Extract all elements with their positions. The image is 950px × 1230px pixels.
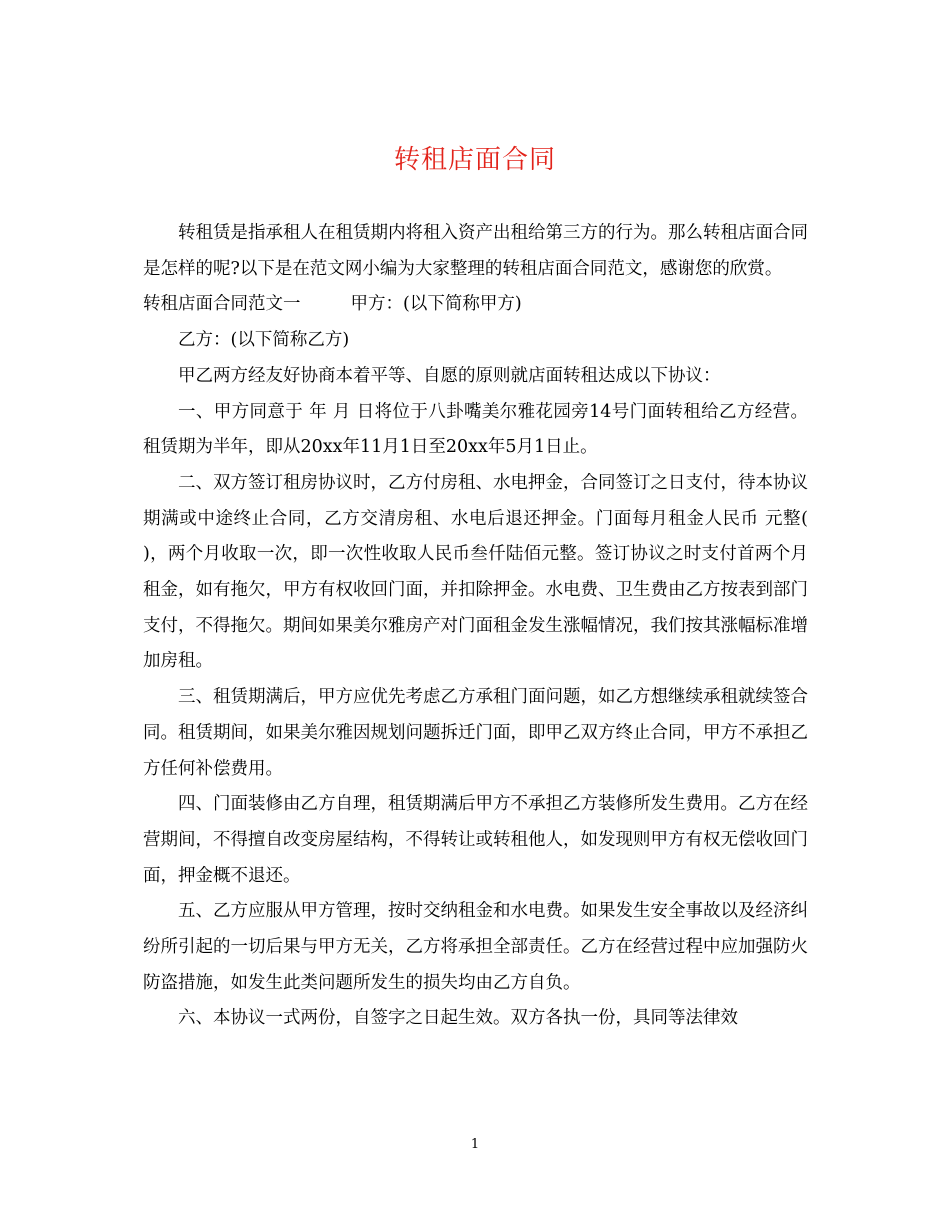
party-a-line: 甲方：(以下简称甲方) (350, 294, 522, 315)
preamble-paragraph: 甲乙两方经友好协商本着平等、自愿的原则就店面转租达成以下协议： (178, 365, 721, 386)
clause-4: 四、门面装修由乙方自理，租赁期满后甲方不承担乙方装修所发生费用。乙方在经营期间，不得擅自改变房屋结构，不得转让或转租他人，如发现则甲方有权无偿收回门面，押金概不退还。 (143, 794, 808, 886)
intro-paragraph: 转租赁是指承租人在租赁期内将租入资产出租给第三方的行为。那么转租店面合同是怎样的呢?以下是在范文网小编为大家整理的转租店面合同范文，感谢您的欣赏。 (143, 223, 808, 279)
sample-heading: 转租店面合同范文一 (143, 294, 301, 315)
document-title: 转租店面合同 (393, 145, 556, 175)
clause-3: 三、租赁期满后，甲方应优先考虑乙方承租门面问题，如乙方想继续承租就续签合同。租赁期间，如果美尔雅因规划问题拆迁门面，即甲乙双方终止合同，甲方不承担乙方任何补偿费用。 (143, 687, 808, 779)
clause-6: 六、本协议一式两份，自签字之日起生效。双方各执一份，具同等法律效 (178, 1008, 738, 1029)
clause-2: 二、双方签订租房协议时，乙方付房租、水电押金，合同签订之日支付，待本协议期满或中途终止合同，乙方交清房租、水电后退还押金。门面每月租金人民币 元整( )，两个月收取一次，即一次性收取人民币叁仟陆佰元整。签订协议之时支付首两个月租金，如有拖欠，甲方有权收回门面，并扣除押金。水电费、卫生费由乙方按表到部门支付，不得拖欠。期间如果美尔雅房产对门面租金发生涨幅情况，我们按其涨幅标准增加房租。 (143, 472, 808, 672)
document-body (143, 216, 808, 1037)
sample-heading-line (143, 287, 808, 323)
page-number: 1 (470, 1137, 480, 1152)
clause-1: 一、甲方同意于 年 月 日将位于八卦嘴美尔雅花园旁14号门面转租给乙方经营。租赁期为半年，即从20xx年11月1日至20xx年5月1日止。 (143, 401, 808, 458)
party-b-line: 乙方：(以下简称乙方) (178, 330, 350, 351)
clause-5: 五、乙方应服从甲方管理，按时交纳租金和水电费。如果发生安全事故以及经济纠纷所引起的一切后果与甲方无关，乙方将承担全部责任。乙方在经营过程中应加强防火防盗措施，如发生此类问题所发生的损失均由乙方自负。 (143, 901, 808, 993)
